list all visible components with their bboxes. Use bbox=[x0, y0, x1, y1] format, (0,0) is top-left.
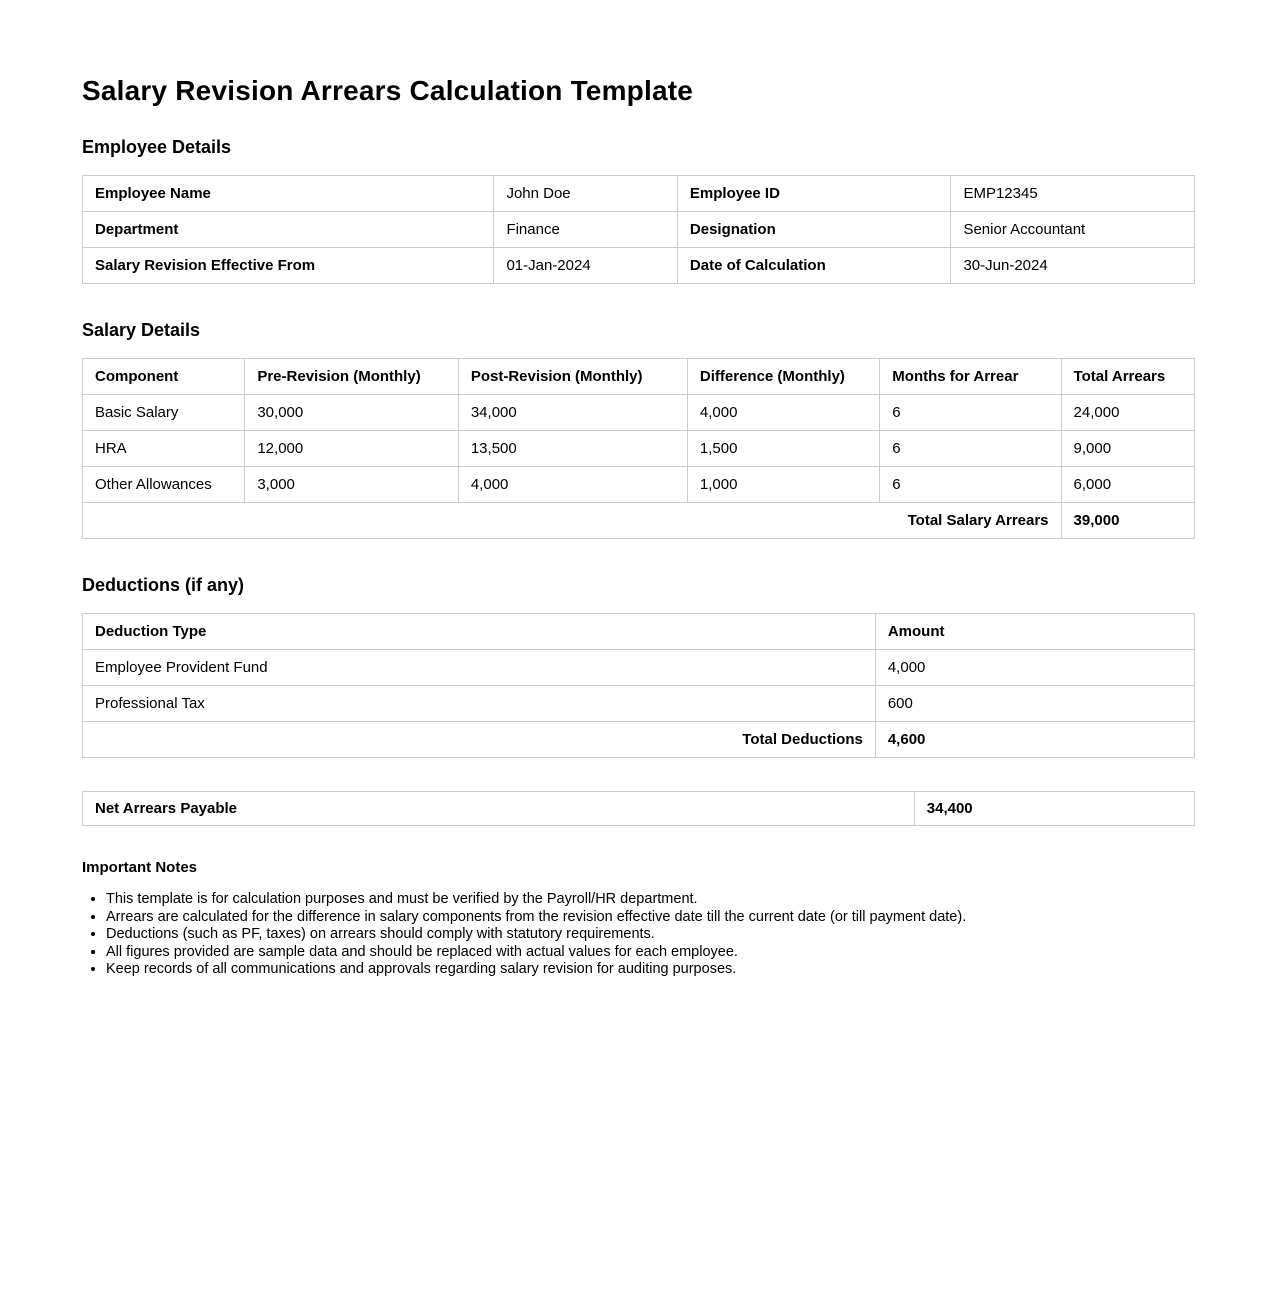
difference-cell: 1,000 bbox=[687, 467, 879, 503]
deductions-heading: Deductions (if any) bbox=[82, 575, 245, 595]
net-arrears-value: 34,400 bbox=[914, 792, 1194, 826]
total-salary-arrears-value: 39,000 bbox=[1061, 503, 1194, 539]
revision-effective-label: Salary Revision Effective From bbox=[83, 248, 494, 284]
component-header: Component bbox=[83, 359, 245, 395]
notes-list bbox=[82, 891, 1195, 979]
amount-cell: 4,000 bbox=[875, 650, 1194, 686]
post-revision-cell: 4,000 bbox=[458, 467, 687, 503]
table-total-row bbox=[83, 722, 1195, 758]
designation-label: Designation bbox=[677, 212, 951, 248]
page-title: Salary Revision Arrears Calculation Template bbox=[82, 75, 694, 106]
pre-revision-header: Pre-Revision (Monthly) bbox=[245, 359, 459, 395]
amount-header: Amount bbox=[875, 614, 1194, 650]
table-header-row bbox=[83, 359, 1195, 395]
months-cell: 6 bbox=[880, 395, 1061, 431]
deduction-type-cell: Professional Tax bbox=[83, 686, 876, 722]
note-item: • Arrears are calculated for the difference in salary components from the revision effective date till the current date (or till payment date). bbox=[106, 909, 1195, 927]
table-row bbox=[83, 212, 1195, 248]
pre-revision-cell: 30,000 bbox=[245, 395, 459, 431]
table-row bbox=[83, 395, 1195, 431]
difference-header: Difference (Monthly) bbox=[687, 359, 879, 395]
calculation-date-label: Date of Calculation bbox=[677, 248, 951, 284]
amount-cell: 600 bbox=[875, 686, 1194, 722]
total-deductions-value: 4,600 bbox=[875, 722, 1194, 758]
months-cell: 6 bbox=[880, 467, 1061, 503]
important-notes-heading: Important Notes bbox=[82, 859, 198, 876]
calculation-date-value: 30-Jun-2024 bbox=[951, 248, 1195, 284]
employee-name-label: Employee Name bbox=[83, 176, 494, 212]
pre-revision-cell: 12,000 bbox=[245, 431, 459, 467]
designation-value: Senior Accountant bbox=[951, 212, 1195, 248]
table-row bbox=[83, 431, 1195, 467]
months-cell: 6 bbox=[880, 431, 1061, 467]
deduction-type-cell: Employee Provident Fund bbox=[83, 650, 876, 686]
total-arrears-header: Total Arrears bbox=[1061, 359, 1194, 395]
component-cell: Basic Salary bbox=[83, 395, 245, 431]
revision-effective-value: 01-Jan-2024 bbox=[494, 248, 677, 284]
table-row bbox=[83, 792, 1195, 826]
employee-id-label: Employee ID bbox=[677, 176, 951, 212]
table-row bbox=[83, 248, 1195, 284]
net-arrears-table bbox=[82, 791, 1195, 826]
note-item: • Deductions (such as PF, taxes) on arrears should comply with statutory requirements. bbox=[106, 926, 1195, 944]
months-header: Months for Arrear bbox=[880, 359, 1061, 395]
note-item: • All figures provided are sample data and should be replaced with actual values for each employee. bbox=[106, 944, 1195, 962]
net-arrears-label: Net Arrears Payable bbox=[83, 792, 915, 826]
employee-details-heading: Employee Details bbox=[82, 137, 232, 157]
total-deductions-label: Total Deductions bbox=[83, 722, 876, 758]
employee-details-table bbox=[82, 175, 1195, 284]
pre-revision-cell: 3,000 bbox=[245, 467, 459, 503]
component-cell: Other Allowances bbox=[83, 467, 245, 503]
total-salary-arrears-label: Total Salary Arrears bbox=[83, 503, 1062, 539]
table-header-row bbox=[83, 614, 1195, 650]
difference-cell: 4,000 bbox=[687, 395, 879, 431]
employee-id-value: EMP12345 bbox=[951, 176, 1195, 212]
note-item: • Keep records of all communications and approvals regarding salary revision for auditing purposes. bbox=[106, 961, 1195, 979]
table-row bbox=[83, 650, 1195, 686]
deductions-table bbox=[82, 613, 1195, 758]
difference-cell: 1,500 bbox=[687, 431, 879, 467]
component-cell: HRA bbox=[83, 431, 245, 467]
total-arrears-cell: 24,000 bbox=[1061, 395, 1194, 431]
post-revision-header: Post-Revision (Monthly) bbox=[458, 359, 687, 395]
employee-name-value: John Doe bbox=[494, 176, 677, 212]
total-arrears-cell: 9,000 bbox=[1061, 431, 1194, 467]
table-total-row bbox=[83, 503, 1195, 539]
post-revision-cell: 34,000 bbox=[458, 395, 687, 431]
department-value: Finance bbox=[494, 212, 677, 248]
table-row bbox=[83, 686, 1195, 722]
deduction-type-header: Deduction Type bbox=[83, 614, 876, 650]
note-item: • This template is for calculation purposes and must be verified by the Payroll/HR department. bbox=[106, 891, 1195, 909]
table-row bbox=[83, 467, 1195, 503]
table-row bbox=[83, 176, 1195, 212]
post-revision-cell: 13,500 bbox=[458, 431, 687, 467]
department-label: Department bbox=[83, 212, 494, 248]
total-arrears-cell: 6,000 bbox=[1061, 467, 1194, 503]
salary-details-table bbox=[82, 358, 1195, 539]
salary-details-heading: Salary Details bbox=[82, 320, 201, 340]
